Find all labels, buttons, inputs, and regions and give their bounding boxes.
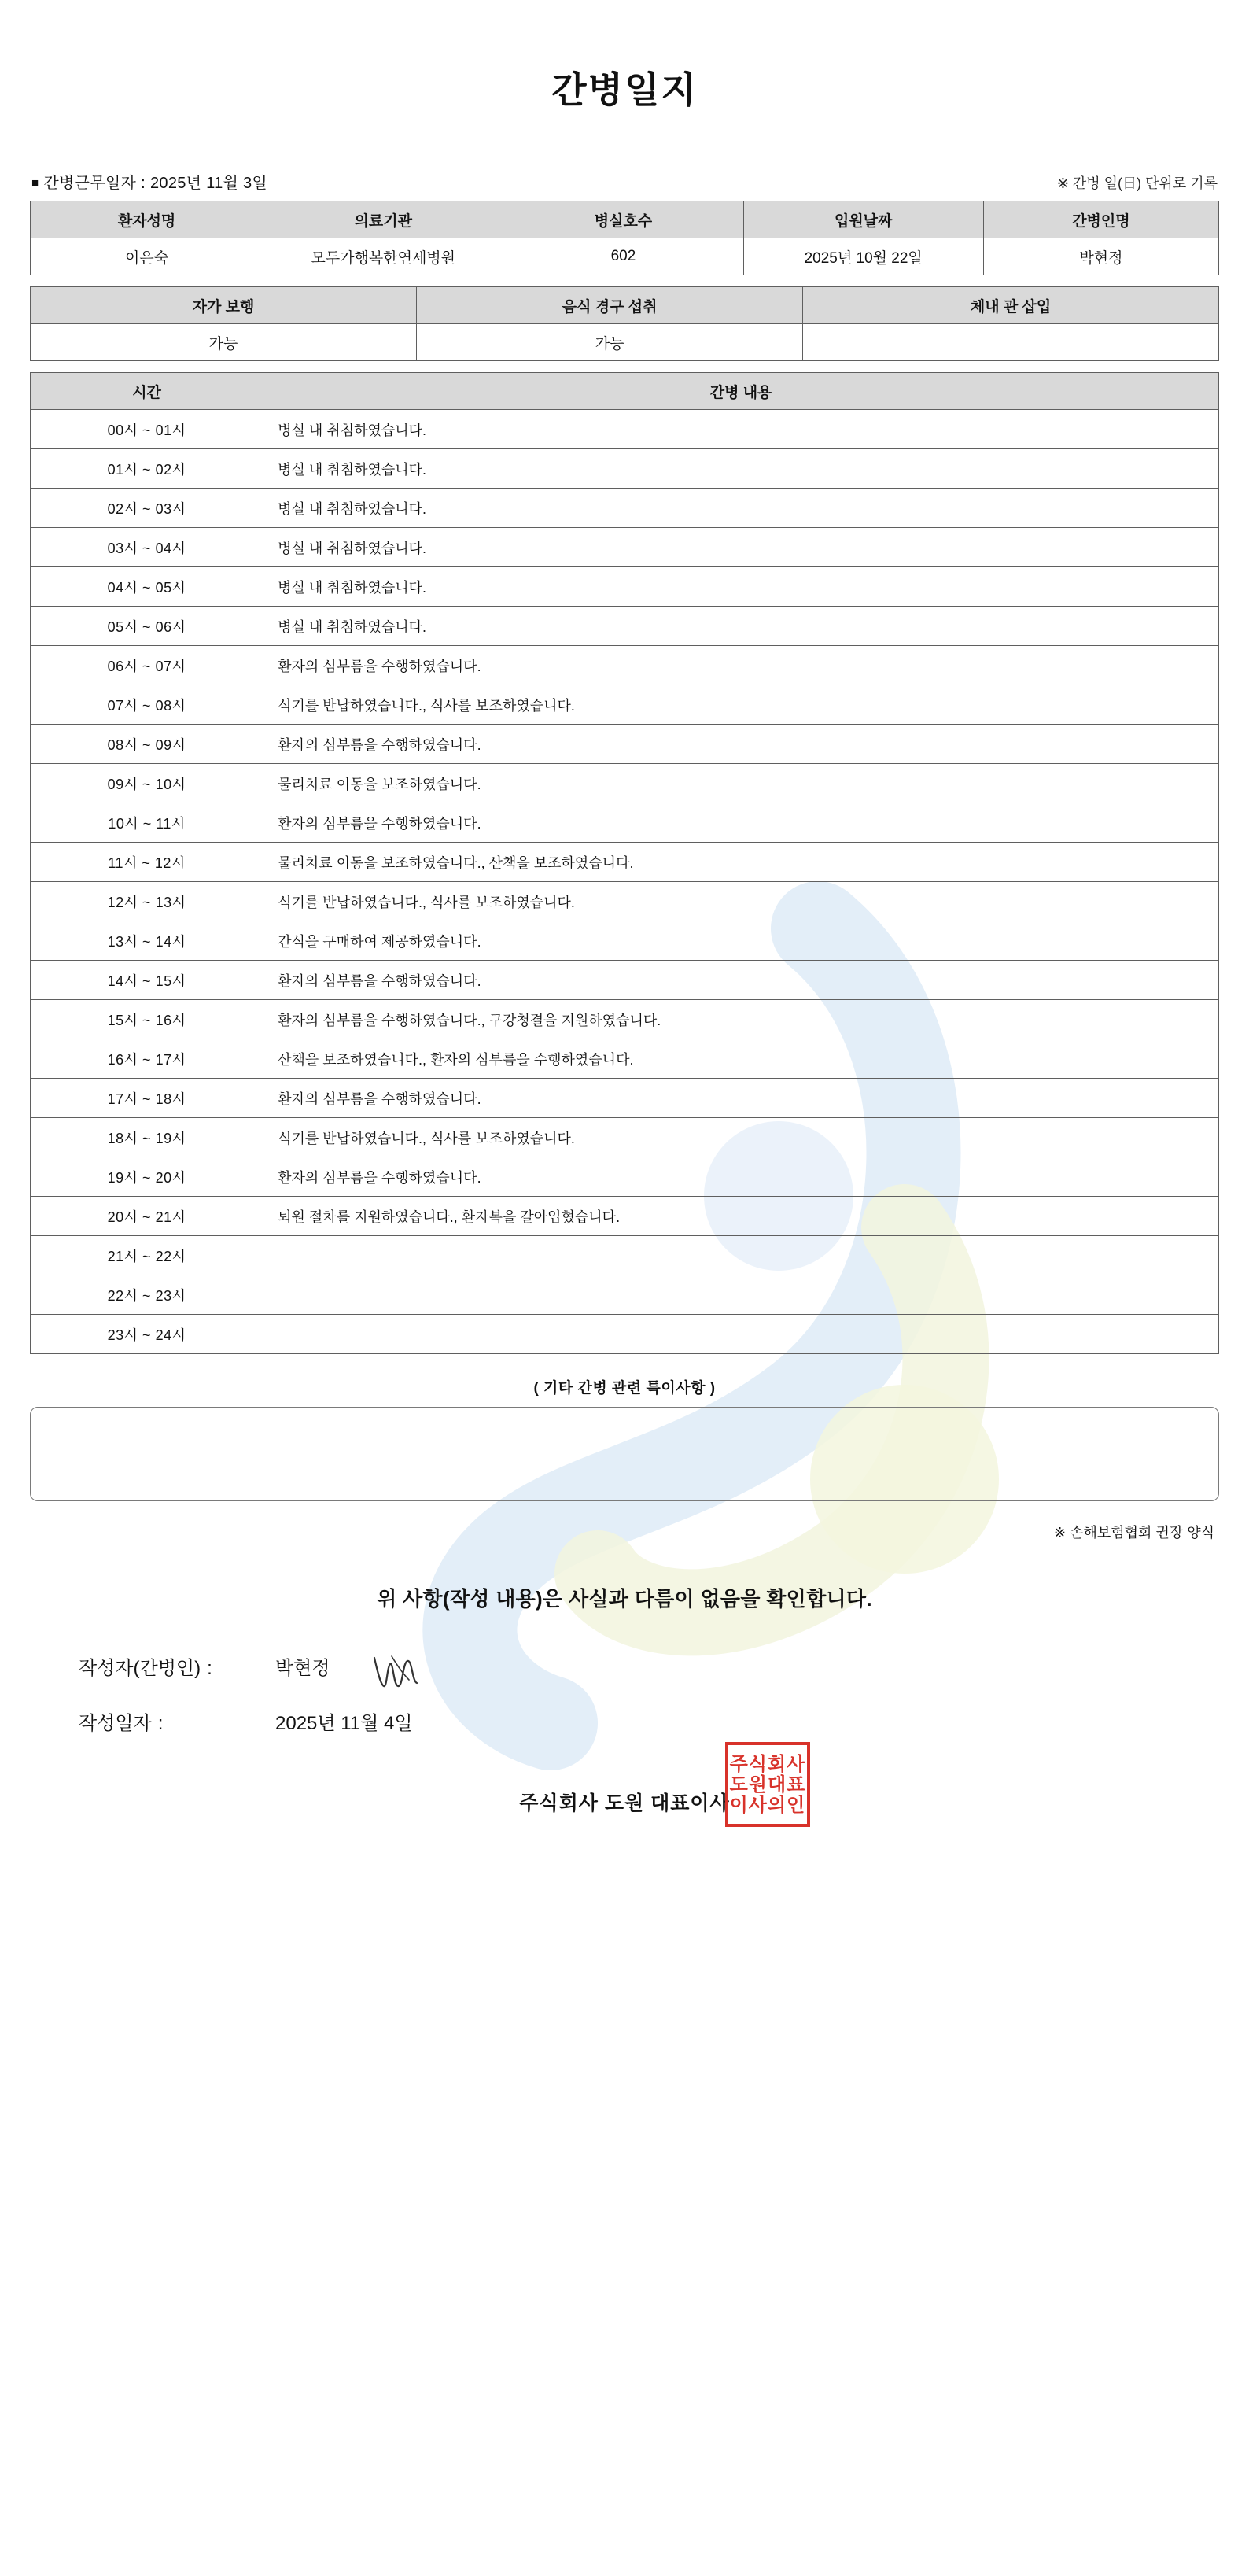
value-caregiver-name: 박현정: [983, 238, 1218, 275]
value-admission-date: 2025년 10월 22일: [743, 238, 983, 275]
table-row: [31, 1157, 1219, 1197]
value-patient-name: 이은숙: [31, 238, 263, 275]
table-row: [31, 764, 1219, 803]
table-row: [31, 567, 1219, 607]
time-cell: 23시 ~ 24시: [31, 1315, 263, 1354]
table-row: [31, 685, 1219, 725]
table-spacer: [30, 275, 1219, 286]
header-patient-name: 환자성명: [31, 201, 263, 238]
writer-colon: :: [207, 1657, 212, 1679]
write-date-label: 작성일자: [79, 1713, 152, 1734]
time-cell: 13시 ~ 14시: [31, 921, 263, 961]
note-cell: 병실 내 취침하였습니다.: [263, 410, 1219, 449]
table-spacer-2: [30, 361, 1219, 372]
time-cell: 10시 ~ 11시: [31, 803, 263, 843]
table-header-row: [31, 287, 1219, 324]
table-header-row: [31, 373, 1219, 410]
note-cell: 환자의 심부름을 수행하였습니다., 구강청결을 지원하였습니다.: [263, 1000, 1219, 1039]
time-cell: 09시 ~ 10시: [31, 764, 263, 803]
header-admission-date: 입원날짜: [743, 201, 983, 238]
writer-label: 작성자(간병인): [79, 1657, 201, 1679]
table-row: [31, 803, 1219, 843]
time-cell: 01시 ~ 02시: [31, 449, 263, 489]
note-cell: 식기를 반납하였습니다., 식사를 보조하였습니다.: [263, 685, 1219, 725]
company-stamp-icon: [725, 1742, 810, 1827]
time-cell: 08시 ~ 09시: [31, 725, 263, 764]
time-cell: 20시 ~ 21시: [31, 1197, 263, 1236]
time-cell: 16시 ~ 17시: [31, 1039, 263, 1079]
table-row: [31, 238, 1219, 275]
time-cell: 17시 ~ 18시: [31, 1079, 263, 1118]
time-cell: 19시 ~ 20시: [31, 1157, 263, 1197]
writer-label-group: [79, 1658, 275, 1681]
patient-info-table: [30, 201, 1219, 275]
time-cell: 22시 ~ 23시: [31, 1275, 263, 1315]
company-row: [30, 1751, 1219, 1816]
note-cell: 환자의 심부름을 수행하였습니다.: [263, 646, 1219, 685]
header-time: 시간: [31, 373, 263, 410]
bullet-square-icon: ■: [31, 176, 39, 190]
value-tube-insertion: [803, 324, 1219, 361]
etc-notes-box[interactable]: [30, 1407, 1219, 1501]
writer-row: [79, 1648, 1219, 1689]
hourly-log-body: [31, 410, 1219, 1354]
writer-value: 박현정: [275, 1657, 330, 1679]
time-cell: 21시 ~ 22시: [31, 1236, 263, 1275]
table-row: [31, 1079, 1219, 1118]
table-row: [31, 1039, 1219, 1079]
table-row: [31, 449, 1219, 489]
note-cell: 병실 내 취침하였습니다.: [263, 489, 1219, 528]
time-cell: 04시 ~ 05시: [31, 567, 263, 607]
table-header-row: [31, 201, 1219, 238]
table-row: [31, 646, 1219, 685]
value-self-walking: 가능: [31, 324, 417, 361]
note-cell: 환자의 심부름을 수행하였습니다.: [263, 961, 1219, 1000]
table-row: [31, 528, 1219, 567]
value-oral-intake: 가능: [417, 324, 803, 361]
note-cell: 환자의 심부름을 수행하였습니다.: [263, 1157, 1219, 1197]
value-room-number: 602: [503, 238, 743, 275]
note-cell: [263, 1236, 1219, 1275]
write-date-row: [79, 1713, 1219, 1736]
table-row: [31, 1197, 1219, 1236]
header-caregiver-name: 간병인명: [983, 201, 1218, 238]
note-cell: 물리치료 이동을 보조하였습니다.: [263, 764, 1219, 803]
time-cell: 06시 ~ 07시: [31, 646, 263, 685]
note-cell: 병실 내 취침하였습니다.: [263, 449, 1219, 489]
note-cell: 병실 내 취침하였습니다.: [263, 567, 1219, 607]
time-cell: 14시 ~ 15시: [31, 961, 263, 1000]
association-form-note: ※ 손해보험협회 권장 양식: [1054, 1525, 1214, 1541]
table-row: [31, 961, 1219, 1000]
note-cell: 환자의 심부름을 수행하였습니다.: [263, 725, 1219, 764]
table-row: [31, 882, 1219, 921]
time-cell: 11시 ~ 12시: [31, 843, 263, 882]
work-date-colon: :: [141, 175, 146, 192]
write-date-colon: :: [157, 1713, 164, 1734]
write-date-value: 2025년 11월 4일: [275, 1713, 413, 1734]
table-row: [31, 1315, 1219, 1354]
etc-section-title: ( 기타 간병 관련 특이사항 ): [533, 1380, 716, 1397]
time-cell: 02시 ~ 03시: [31, 489, 263, 528]
time-cell: 15시 ~ 16시: [31, 1000, 263, 1039]
unit-note: ※ 간병 일(日) 단위로 기록: [1056, 175, 1218, 191]
table-row: [31, 607, 1219, 646]
note-cell: 식기를 반납하였습니다., 식사를 보조하였습니다.: [263, 882, 1219, 921]
note-cell: 환자의 심부름을 수행하였습니다.: [263, 803, 1219, 843]
header-oral-intake: 음식 경구 섭취: [417, 287, 803, 324]
time-cell: 05시 ~ 06시: [31, 607, 263, 646]
writer-block: [30, 1648, 1219, 1736]
table-row: [31, 1236, 1219, 1275]
meta-row: [30, 170, 1219, 201]
note-cell: 물리치료 이동을 보조하였습니다., 산책을 보조하였습니다.: [263, 843, 1219, 882]
table-row: [31, 1118, 1219, 1157]
patient-status-table: [30, 286, 1219, 361]
note-cell: 식기를 반납하였습니다., 식사를 보조하였습니다.: [263, 1118, 1219, 1157]
table-row: [31, 489, 1219, 528]
work-date-label: 간병근무일자: [43, 175, 137, 192]
stamp-line-1: 주식회사: [729, 1751, 806, 1775]
stamp-line-2: 도원대표: [729, 1772, 806, 1795]
table-row: [31, 921, 1219, 961]
table-row: [31, 410, 1219, 449]
header-hospital: 의료기관: [263, 201, 503, 238]
note-cell: 산책을 보조하였습니다., 환자의 심부름을 수행하였습니다.: [263, 1039, 1219, 1079]
signature-icon: [368, 1652, 431, 1692]
table-row: [31, 324, 1219, 361]
header-tube-insertion: 체내 관 삽입: [803, 287, 1219, 324]
hourly-log-table: [30, 372, 1219, 1354]
time-cell: 12시 ~ 13시: [31, 882, 263, 921]
page-title: 간병일지: [551, 69, 698, 110]
write-date-label-group: [79, 1713, 275, 1736]
time-cell: 07시 ~ 08시: [31, 685, 263, 725]
table-row: [31, 1275, 1219, 1315]
header-care-content: 간병 내용: [263, 373, 1219, 410]
value-hospital: 모두가행복한연세병원: [263, 238, 503, 275]
time-cell: 03시 ~ 04시: [31, 528, 263, 567]
note-cell: [263, 1315, 1219, 1354]
header-self-walking: 자가 보행: [31, 287, 417, 324]
note-cell: [263, 1275, 1219, 1315]
work-date-value: 2025년 11월 3일: [149, 175, 268, 192]
header-room-number: 병실호수: [503, 201, 743, 238]
table-row: [31, 1000, 1219, 1039]
table-row: [31, 843, 1219, 882]
confirmation-statement: 위 사항(작성 내용)은 사실과 다름이 없음을 확인합니다.: [377, 1587, 872, 1611]
time-cell: 18시 ~ 19시: [31, 1118, 263, 1157]
note-cell: 병실 내 취침하였습니다.: [263, 528, 1219, 567]
time-cell: 00시 ~ 01시: [31, 410, 263, 449]
note-cell: 간식을 구매하여 제공하였습니다.: [263, 921, 1219, 961]
note-cell: 퇴원 절차를 지원하였습니다., 환자복을 갈아입혔습니다.: [263, 1197, 1219, 1236]
table-row: [31, 725, 1219, 764]
stamp-line-3: 이사의인: [729, 1792, 806, 1816]
company-name: 주식회사 도원 대표이사: [519, 1792, 730, 1814]
note-cell: 환자의 심부름을 수행하였습니다.: [263, 1079, 1219, 1118]
note-cell: 병실 내 취침하였습니다.: [263, 607, 1219, 646]
work-date-group: [31, 170, 267, 193]
